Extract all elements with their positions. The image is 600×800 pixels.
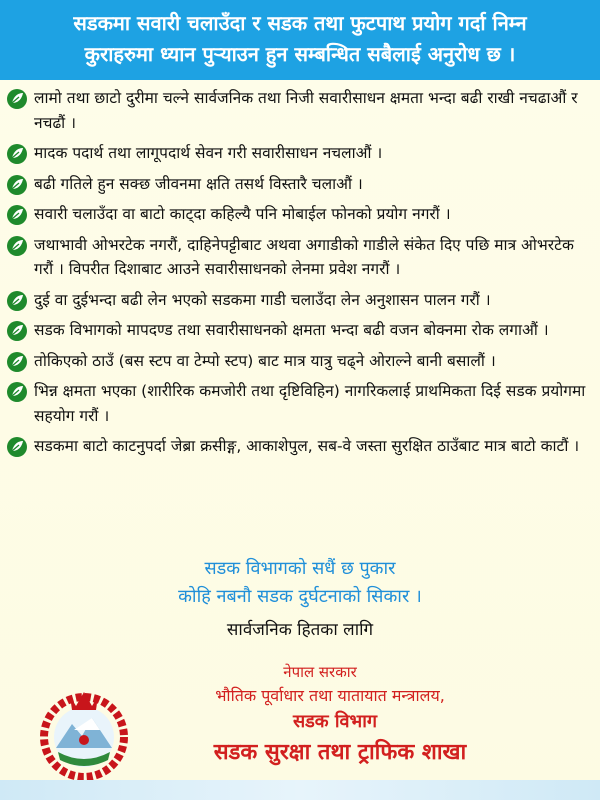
rule-text: दुई वा दुईभन्दा बढी लेन भएको सडकमा गाडी चलाउँदा लेन अनुशासन पालन गरौं । [34,290,491,309]
government-signature [0,660,600,770]
leaf-bullet-icon [6,290,28,312]
leaf-bullet-icon [6,174,28,196]
header-line-2: कुराहरुमा ध्यान पुऱ्याउन हुन सम्बन्धित सबैलाई अनुरोध छ । [84,42,516,66]
rule-text: भिन्न क्षमता भएका (शारीरिक कमजोरी तथा दृष्टिविहिन) नागरिकलाई प्राथमिकता दिई सडक प्रयोगमा सहयोग गरौं । [34,382,586,425]
public-interest-line: सार्वजनिक हितका लागि [226,620,374,640]
leaf-bullet-icon [6,351,28,373]
rule-item [4,172,596,197]
leaf-bullet-icon [6,143,28,165]
leaf-bullet-icon [6,320,28,342]
rule-text: तोकिएको ठाउँ (बस स्टप वा टेम्पो स्टप) बाट मात्र यात्रु चढ्ने ओराल्ने बानी बसालौं । [34,351,496,370]
rule-item [4,379,596,428]
bottom-band [0,780,600,800]
leaf-bullet-icon [6,204,28,226]
slogan-line-1: सडक विभागको सधैं छ पुकार [204,558,396,579]
rule-item [4,288,596,313]
rule-text: बढी गतिले हुन सक्छ जीवनमा क्षति तसर्थ विस्तारै चलाऔं । [34,174,363,193]
slogan [0,555,600,611]
gov-line-3: सडक विभाग [292,711,377,732]
gov-line-2: भौतिक पूर्वाधार तथा यातायात मन्त्रालय, [215,686,445,705]
rule-text: जथाभावी ओभरटेक नगरौं, दाहिनेपट्टीबाट अथवा अगाडीको गाडीले संकेत दिए पछि मात्र ओभरटेक गरौं । विपरीत दिशाबाट आउने सवारीसाधनको लेनमा प्रवेश नगरौं । [34,235,574,278]
rule-item [4,349,596,374]
rule-item [4,434,596,459]
rule-text: मादक पदार्थ तथा लागूपदार्थ सेवन गरी सवारीसाधन नचलाऔं । [34,144,383,162]
rule-text: लामो तथा छाटो दुरीमा चल्ने सार्वजनिक तथा निजी सवारीसाधन क्षमता भन्दा बढी राखी नचढाऔं र नचढौं । [34,89,578,132]
rule-item [4,86,596,135]
header-line-1: सडकमा सवारी चलाउँदा र सडक तथा फुटपाथ प्रयोग गर्दा निम्न [73,11,527,35]
rule-text: सवारी चलाउँदा वा बाटो काट्दा कहिल्यै पनि मोबाईल फोनको प्रयोग नगरौं । [34,205,451,223]
rule-text: सडकमा बाटो काटनुपर्दा जेब्रा क्रसीङ्ग, आकाशेपुल, सब-वे जस्ता सुरक्षित ठाउँबाट मात्र बाटो काटौं । [34,437,580,455]
leaf-bullet-icon [6,235,28,257]
leaf-bullet-icon [6,436,28,458]
rule-item [4,233,596,282]
slogan-line-2: कोहि नबनौ सडक दुर्घटनाको सिकार । [178,586,422,607]
notice-header [0,0,600,80]
rule-item [4,318,596,343]
leaf-bullet-icon [6,381,28,403]
gov-line-4: सडक सुरक्षा तथा ट्राफिक शाखा [213,740,467,765]
rule-text: सडक विभागको मापदण्ड तथा सवारीसाधनको क्षमता भन्दा बढी वजन बोक्नमा रोक लगाऔं । [34,321,549,339]
rule-item [4,141,596,166]
gov-line-1: नेपाल सरकार [283,663,357,681]
rule-item [4,202,596,227]
leaf-bullet-icon [6,88,28,110]
rules-list [4,86,596,465]
